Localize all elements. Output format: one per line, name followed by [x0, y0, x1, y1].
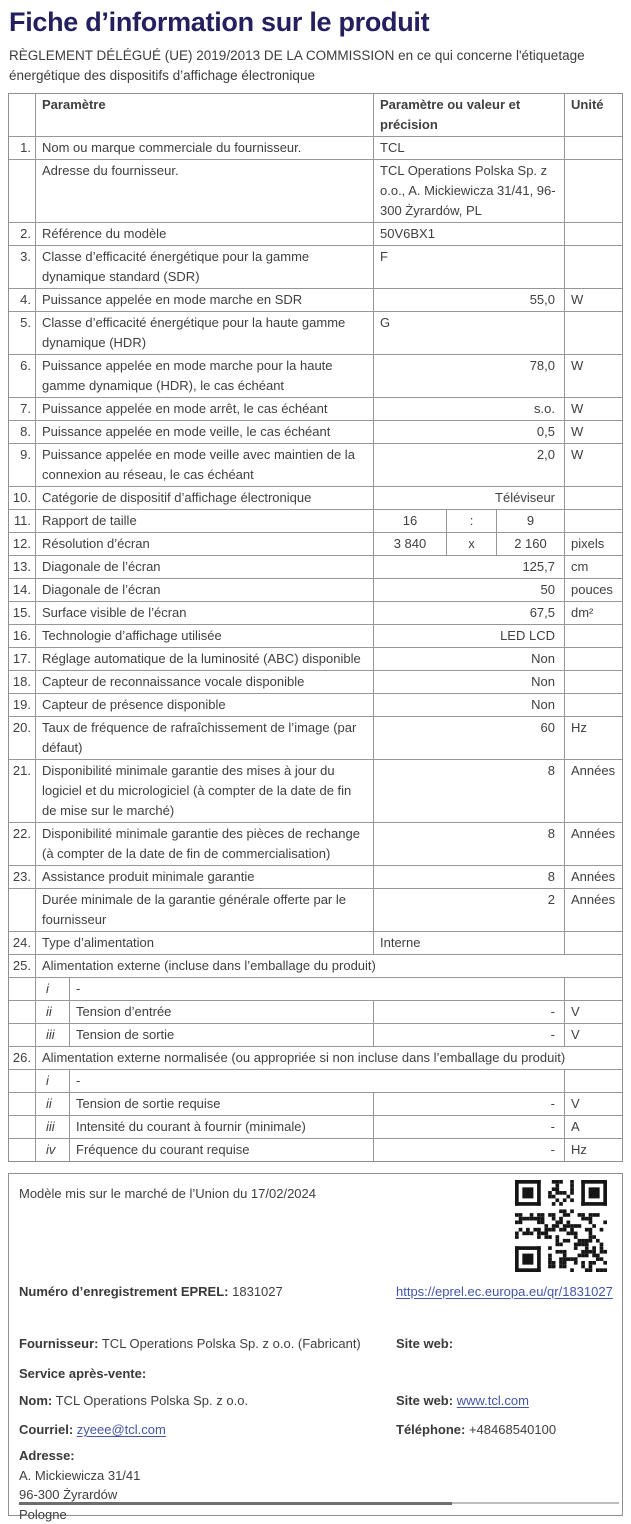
row-number-cell: 23. — [9, 866, 35, 888]
table-row — [9, 716, 622, 759]
row-param-cell: Puissance appelée en mode marche pour la haute gamme dynamique (HDR), le cas échéant — [35, 355, 373, 397]
row-param-cell: Capteur de reconnaissance vocale disponible — [35, 671, 373, 693]
row-param-cell: Tension de sortie — [69, 1024, 373, 1046]
email-row — [19, 1420, 612, 1439]
row-subnum-cell: iii — [35, 1116, 69, 1138]
row-unit-cell — [564, 625, 622, 647]
qr-code-icon — [515, 1180, 607, 1272]
row-number-cell: 24. — [9, 932, 35, 954]
table-row — [9, 578, 622, 601]
value-part-cell: : — [446, 510, 496, 532]
row-value-cell: TCL Operations Polska Sp. z o.o., A. Mickiewicza 31/41, 96-300 Żyrardów, PL — [373, 160, 564, 222]
row-unit-cell — [564, 671, 622, 693]
row-number-cell: 16. — [9, 625, 35, 647]
row-param-cell: Tension de sortie requise — [69, 1093, 373, 1115]
table-row — [9, 1092, 622, 1115]
row-value-cell: s.o. — [373, 398, 564, 420]
row-value-cell: - — [373, 1001, 564, 1023]
supplier-label: Fournisseur: — [19, 1336, 98, 1351]
row-subnum-cell: i — [35, 1070, 69, 1092]
name-label: Nom: — [19, 1393, 52, 1408]
name-row — [19, 1391, 612, 1410]
site-web-label: Site web: — [396, 1336, 453, 1351]
row-param-cell: Disponibilité minimale garantie des mises à jour du logiciel et du micrologiciel (à compter de la date de fin de mise sur le marché) — [35, 760, 373, 822]
row-param-cell: Fréquence du courant requise — [69, 1139, 373, 1161]
phone-label: Téléphone: — [396, 1422, 465, 1437]
row-number-cell: 10. — [9, 487, 35, 509]
row-subnum-cell: ii — [35, 1001, 69, 1023]
row-unit-cell: Hz — [564, 1139, 622, 1161]
row-unit-cell: V — [564, 1093, 622, 1115]
table-row — [9, 136, 622, 159]
row-value-cell: Non — [373, 694, 564, 716]
row-subnum-cell: iv — [35, 1139, 69, 1161]
row-value-cell: - — [373, 1139, 564, 1161]
row-unit-cell: W — [564, 421, 622, 443]
row-unit-cell: W — [564, 355, 622, 397]
row-value-cell: 55,0 — [373, 289, 564, 311]
row-number-cell: 4. — [9, 289, 35, 311]
phone-value: +48468540100 — [469, 1422, 556, 1437]
page-title: Fiche d’information sur le produit — [9, 6, 621, 38]
row-subnum-cell: i — [35, 978, 69, 1000]
row-param-cell: Puissance appelée en mode marche en SDR — [35, 289, 373, 311]
email-label: Courriel: — [19, 1422, 73, 1437]
table-row — [9, 509, 622, 532]
row-number-cell: 2. — [9, 223, 35, 245]
row-unit-cell — [564, 137, 622, 159]
table-row — [9, 822, 622, 865]
row-number-cell — [9, 1093, 35, 1115]
row-value-cell: Téléviseur — [373, 487, 564, 509]
row-param-cell: Classe d’efficacité énergétique pour la gamme dynamique standard (SDR) — [35, 246, 373, 288]
table-row — [9, 222, 622, 245]
row-number-cell: 3. — [9, 246, 35, 288]
market-date-text: Modèle mis sur le marché de l’Union du 17/02/2024 — [19, 1186, 316, 1201]
value-part-cell: 2 160 — [496, 533, 564, 555]
row-number-cell: 8. — [9, 421, 35, 443]
table-row — [9, 159, 622, 222]
row-value-cell: - — [373, 1024, 564, 1046]
row-number-cell: 13. — [9, 556, 35, 578]
row-unit-cell — [564, 648, 622, 670]
row-unit-cell — [564, 246, 622, 288]
header-value: Paramètre ou valeur et précision — [373, 94, 564, 136]
row-value-cell: 67,5 — [373, 602, 564, 624]
table-row — [9, 1115, 622, 1138]
table-row — [9, 977, 622, 1000]
row-param-cell: Puissance appelée en mode veille, le cas échéant — [35, 421, 373, 443]
row-number-cell — [9, 1070, 35, 1092]
scan-artifact-dark — [19, 1502, 452, 1505]
row-value-cell: 78,0 — [373, 355, 564, 397]
email-link[interactable]: zyeee@tcl.com — [77, 1422, 166, 1437]
row-param-cell: Adresse du fournisseur. — [35, 160, 373, 222]
row-param-cell: Technologie d’affichage utilisée — [35, 625, 373, 647]
footer-box — [8, 1173, 623, 1516]
table-row — [9, 1069, 622, 1092]
row-unit-cell — [564, 510, 622, 532]
row-param-cell: Résolution d’écran — [35, 533, 373, 555]
scan-artifact-light — [452, 1502, 619, 1504]
row-value-cell: 8 — [373, 866, 564, 888]
table-row — [9, 420, 622, 443]
table-row — [9, 601, 622, 624]
row-number-cell: 22. — [9, 823, 35, 865]
row-value-cell — [373, 533, 564, 555]
row-number-cell: 26. — [9, 1047, 35, 1069]
row-number-cell: 18. — [9, 671, 35, 693]
table-row — [9, 865, 622, 888]
row-number-cell — [9, 1116, 35, 1138]
row-param-cell: Classe d’efficacité énergétique pour la haute gamme dynamique (HDR) — [35, 312, 373, 354]
row-param-cell: Taux de fréquence de rafraîchissement de l’image (par défaut) — [35, 717, 373, 759]
table-row — [9, 670, 622, 693]
row-unit-cell: W — [564, 444, 622, 486]
row-number-cell — [9, 1024, 35, 1046]
row-param-cell: Catégorie de dispositif d’affichage électronique — [35, 487, 373, 509]
row-param-cell: Réglage automatique de la luminosité (ABC) disponible — [35, 648, 373, 670]
header-param: Paramètre — [35, 94, 373, 136]
row-number-cell: 9. — [9, 444, 35, 486]
site-web2-label: Site web: — [396, 1393, 453, 1408]
row-number-cell — [9, 1001, 35, 1023]
row-value-cell: LED LCD — [373, 625, 564, 647]
table-row — [9, 311, 622, 354]
row-number-cell: 12. — [9, 533, 35, 555]
row-unit-cell: Hz — [564, 717, 622, 759]
address-line-2: 96-300 Żyrardów — [19, 1485, 612, 1505]
row-number-cell — [9, 978, 35, 1000]
table-row — [9, 397, 622, 420]
value-part-cell: 3 840 — [374, 533, 446, 555]
table-row — [9, 1046, 622, 1069]
row-param-cell: Puissance appelée en mode arrêt, le cas échéant — [35, 398, 373, 420]
row-unit-cell: V — [564, 1001, 622, 1023]
site-web2-link[interactable]: www.tcl.com — [457, 1393, 529, 1408]
row-value-cell — [373, 510, 564, 532]
row-param-cell: Capteur de présence disponible — [35, 694, 373, 716]
row-value-cell: 60 — [373, 717, 564, 759]
name-value: TCL Operations Polska Sp. z o.o. — [56, 1393, 248, 1408]
table-row — [9, 1138, 622, 1161]
row-unit-cell — [564, 223, 622, 245]
row-span-cell: - — [69, 978, 564, 1000]
row-unit-cell: W — [564, 398, 622, 420]
row-value-cell: Non — [373, 648, 564, 670]
eprel-link[interactable]: https://eprel.ec.europa.eu/qr/1831027 — [396, 1282, 616, 1301]
row-number-cell — [9, 160, 35, 222]
row-unit-cell: V — [564, 1024, 622, 1046]
table-row — [9, 486, 622, 509]
row-value-cell: Non — [373, 671, 564, 693]
row-param-cell: Type d’alimentation — [35, 932, 373, 954]
service-row — [19, 1364, 612, 1383]
table-body — [9, 136, 622, 1161]
row-param-cell: Diagonale de l’écran — [35, 579, 373, 601]
row-unit-cell: Années — [564, 889, 622, 931]
row-value-cell: 125,7 — [373, 556, 564, 578]
table-row — [9, 288, 622, 311]
row-span-cell: Alimentation externe (incluse dans l’emballage du produit) — [35, 955, 622, 977]
table-row — [9, 1023, 622, 1046]
table-row — [9, 555, 622, 578]
row-number-cell: 6. — [9, 355, 35, 397]
row-value-cell: - — [373, 1093, 564, 1115]
row-number-cell: 5. — [9, 312, 35, 354]
table-row — [9, 954, 622, 977]
row-subnum-cell: iii — [35, 1024, 69, 1046]
row-number-cell: 17. — [9, 648, 35, 670]
table-row — [9, 693, 622, 716]
row-unit-cell — [564, 160, 622, 222]
row-value-cell: TCL — [373, 137, 564, 159]
row-param-cell: Durée minimale de la garantie générale offerte par le fournisseur — [35, 889, 373, 931]
row-unit-cell: Années — [564, 823, 622, 865]
header-unit: Unité — [564, 94, 622, 136]
row-unit-cell — [564, 487, 622, 509]
row-unit-cell — [564, 312, 622, 354]
table-row — [9, 647, 622, 670]
row-value-cell: 50 — [373, 579, 564, 601]
service-label: Service après-vente: — [19, 1366, 146, 1381]
row-param-cell: Diagonale de l’écran — [35, 556, 373, 578]
row-number-cell: 1. — [9, 137, 35, 159]
row-span-cell: - — [69, 1070, 564, 1092]
row-unit-cell: dm² — [564, 602, 622, 624]
address-line-3: Pologne — [19, 1505, 612, 1524]
table-row — [9, 245, 622, 288]
row-number-cell: 25. — [9, 955, 35, 977]
table-row — [9, 443, 622, 486]
row-value-cell: 2,0 — [373, 444, 564, 486]
supplier-row — [19, 1334, 612, 1353]
row-unit-cell: Années — [564, 866, 622, 888]
row-unit-cell: Années — [564, 760, 622, 822]
row-number-cell: 15. — [9, 602, 35, 624]
row-unit-cell — [564, 694, 622, 716]
table-row — [9, 354, 622, 397]
table-row — [9, 624, 622, 647]
supplier-value: TCL Operations Polska Sp. z o.o. (Fabricant) — [102, 1336, 361, 1351]
row-unit-cell: cm — [564, 556, 622, 578]
table-row — [9, 759, 622, 822]
row-unit-cell — [564, 978, 622, 1000]
row-unit-cell: pouces — [564, 579, 622, 601]
table-row — [9, 888, 622, 931]
row-param-cell: Rapport de taille — [35, 510, 373, 532]
row-value-cell: 2 — [373, 889, 564, 931]
row-unit-cell — [564, 932, 622, 954]
header-num-cell — [9, 94, 35, 136]
regulation-subtitle: RÈGLEMENT DÉLÉGUÉ (UE) 2019/2013 DE LA COMMISSION en ce qui concerne l'étiquetage énergétique des dispositifs d’affichage électronique — [9, 46, 617, 86]
row-unit-cell: A — [564, 1116, 622, 1138]
row-param-cell: Tension d’entrée — [69, 1001, 373, 1023]
row-value-cell: 0,5 — [373, 421, 564, 443]
row-number-cell: 21. — [9, 760, 35, 822]
eprel-row — [19, 1282, 612, 1301]
row-value-cell: Interne — [373, 932, 564, 954]
address-line-1: A. Mickiewicza 31/41 — [19, 1466, 612, 1486]
row-number-cell: 19. — [9, 694, 35, 716]
row-unit-cell: pixels — [564, 533, 622, 555]
row-param-cell: Assistance produit minimale garantie — [35, 866, 373, 888]
row-span-cell: Alimentation externe normalisée (ou appropriée si non incluse dans l’emballage du produit) — [35, 1047, 622, 1069]
row-value-cell: 8 — [373, 823, 564, 865]
value-part-cell: x — [446, 533, 496, 555]
row-value-cell: F — [373, 246, 564, 288]
row-number-cell — [9, 889, 35, 931]
row-param-cell: Nom ou marque commerciale du fournisseur. — [35, 137, 373, 159]
table-row — [9, 931, 622, 954]
row-param-cell: Référence du modèle — [35, 223, 373, 245]
row-number-cell: 7. — [9, 398, 35, 420]
address-block — [19, 1446, 612, 1524]
row-value-cell: G — [373, 312, 564, 354]
row-number-cell: 14. — [9, 579, 35, 601]
row-param-cell: Disponibilité minimale garantie des pièces de rechange (à compter de la date de fin de commercialisation) — [35, 823, 373, 865]
row-unit-cell: W — [564, 289, 622, 311]
row-param-cell: Puissance appelée en mode veille avec maintien de la connexion au réseau, le cas échéant — [35, 444, 373, 486]
eprel-number: 1831027 — [232, 1284, 283, 1299]
value-part-cell: 16 — [374, 510, 446, 532]
row-unit-cell — [564, 1070, 622, 1092]
row-param-cell: Surface visible de l’écran — [35, 602, 373, 624]
table-row — [9, 532, 622, 555]
row-value-cell: 50V6BX1 — [373, 223, 564, 245]
row-number-cell: 20. — [9, 717, 35, 759]
row-number-cell: 11. — [9, 510, 35, 532]
parameters-table — [8, 93, 623, 1162]
table-header-row — [9, 94, 622, 136]
row-param-cell: Intensité du courant à fournir (minimale) — [69, 1116, 373, 1138]
table-row — [9, 1000, 622, 1023]
value-part-cell: 9 — [496, 510, 564, 532]
eprel-label: Numéro d’enregistrement EPREL: — [19, 1284, 229, 1299]
row-value-cell: 8 — [373, 760, 564, 822]
row-subnum-cell: ii — [35, 1093, 69, 1115]
product-fiche-page — [0, 6, 631, 1506]
row-number-cell — [9, 1139, 35, 1161]
row-value-cell: - — [373, 1116, 564, 1138]
address-label: Adresse: — [19, 1446, 612, 1466]
